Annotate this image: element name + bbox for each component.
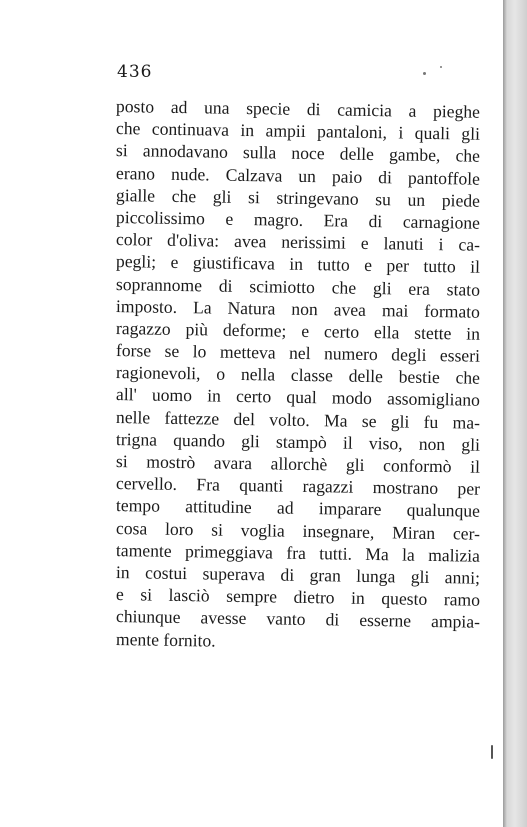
text-line: trigna quando gli stampò il viso, non gli [115,428,481,455]
text-line: piccolissimo e magro. Era di carnagione [115,206,481,233]
text-line: si annodavano sulla noce delle gambe, che [115,140,481,167]
text-line: mente fornito. [115,628,216,651]
text-line: color d'oliva: avea nerissimi e lanuti i ca- [115,229,481,255]
page-number: 436 [117,62,153,82]
text-line: chiunque avesse vanto di esserne ampia- [115,606,481,633]
text-line: in costui superava di gran lunga gli anni; [115,561,481,588]
text-line: e si lasciò sempre dietro in questo ramo [115,584,481,610]
paper-speck [440,66,442,68]
paper-speck [491,745,493,759]
text-line: soprannome di scimiotto che gli era stato [115,273,481,300]
page-gutter [503,0,527,827]
text-line: forse se lo metteva nel numero degli esseri [115,340,481,366]
text-line: tamente primeggiava fra tutti. Ma la malizia [115,539,481,566]
text-line: tempo attitudine ad imparare qualunque [115,495,481,522]
text-line: pegli; e giustificava in tutto e per tutto il [115,251,481,278]
text-line: si mostrò avara allorchè gli conformò il [115,451,481,477]
body-text [116,95,480,650]
text-line: all' uomo in certo qual modo assomigliano [115,384,481,411]
text-line: gialle che gli si stringevano su un piede [115,184,481,211]
paper-speck [423,72,426,75]
text-line: cosa loro si voglia insegnare, Miran cer- [115,517,481,544]
text-line: nelle fattezze del volto. Ma se gli fu ma- [115,406,481,433]
text-line: ragazzo più deforme; e certo ella stette in [115,317,481,344]
text-line: che continuava in ampii pantaloni, i quali gli [115,118,481,144]
text-line: imposto. La Natura non avea mai formato [115,295,481,322]
text-line: cervello. Fra quanti ragazzi mostrano per [115,473,481,499]
text-line: ragionevoli, o nella classe delle bestie che [115,362,481,388]
text-line: posto ad una specie di camicia a pieghe [115,96,481,122]
text-line: erano nude. Calzava un paio di pantoffole [115,162,481,189]
